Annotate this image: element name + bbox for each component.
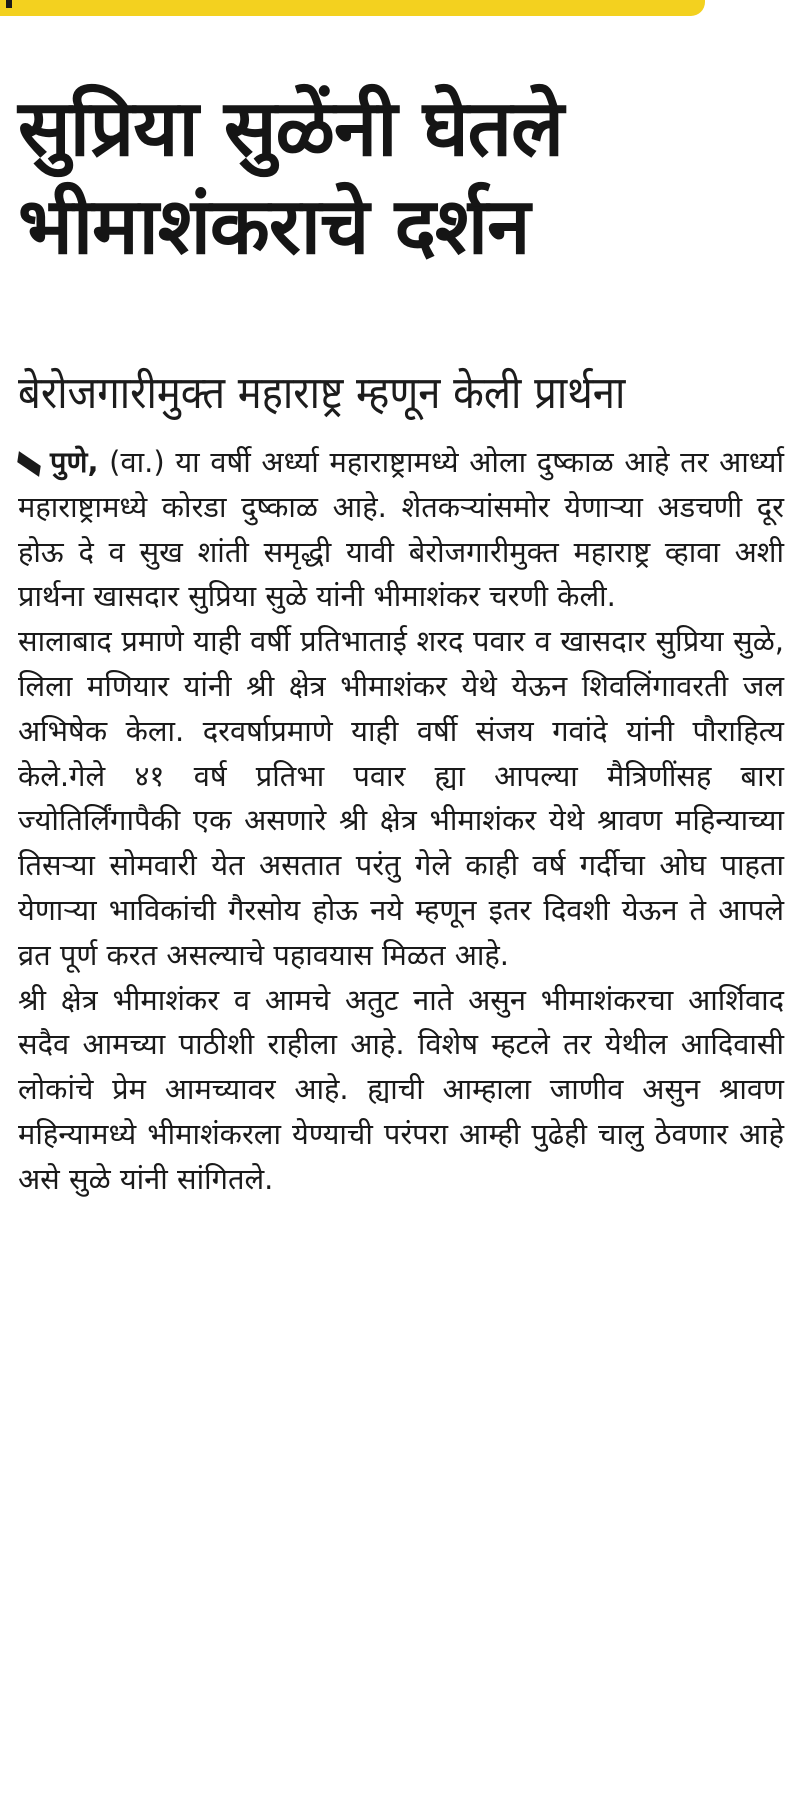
paragraph-3: श्री क्षेत्र भीमाशंकर व आमचे अतुट नाते असुन भीमाशंकरचा आर्शिवाद सदैव आमच्या पाठीशी राहीला आहे. विशेष म्हटले तर येथील आदिवासी लोकांचे प्रेम आमच्यावर आहे. ह्याची आम्हाला जाणीव असुन श्रावण महिन्यामध्ये भीमाशंकरला येण्याची परंपरा आम्ही पुढेही चालु ठेवणार आहे असे सुळे यांनी सांगितले. (18, 982, 784, 1196)
dateline-bullet-icon (17, 451, 40, 477)
article-body (18, 440, 784, 1202)
dateline: पुणे, (50, 445, 99, 479)
paragraph-1-text: या वर्षी अर्ध्या महाराष्ट्रामध्ये ओला दुष्काळ आहे तर आर्ध्या महाराष्ट्रामध्ये कोरडा दुष्काळ आहे. शेतकऱ्यांसमोर येणाऱ्या अडचणी दूर होऊ दे व सुख शांती समृद्धी यावी बेरोजगारीमुक्त महाराष्ट्र व्हावा अशी प्रार्थना खासदार सुप्रिया सुळे यांनी भीमाशंकर चरणी केली. (18, 445, 785, 614)
band-mark (6, 0, 12, 8)
subheadline: बेरोजगारीमुक्त महाराष्ट्र म्हणून केली प्रार्थना (18, 367, 626, 420)
paragraph-1 (18, 440, 784, 619)
headline-line-1: सुप्रिया सुळेंनी घेतले (18, 84, 564, 174)
headline-line-2: भीमाशंकराचे दर्शन (18, 182, 530, 272)
headline (18, 80, 788, 276)
yellow-header-band (0, 0, 705, 16)
news-source: (वा.) (109, 445, 165, 479)
paragraph-2: सालाबाद प्रमाणे याही वर्षी प्रतिभाताई शरद पवार व खासदार सुप्रिया सुळे, लिला मणियार यांनी श्री क्षेत्र भीमाशंकर येथे येऊन शिवलिंगावरती जल अभिषेक केला. दरवर्षाप्रमाणे याही वर्षी संजय गवांदे यांनी पौराहित्य केले.गेले ४१ वर्ष प्रतिभा पवार ह्या आपल्या मैत्रिणींसह बारा ज्योतिर्लिंगापैकी एक असणारे श्री क्षेत्र भीमाशंकर येथे श्रावण महिन्याच्या तिसऱ्या सोमवारी येत असतात परंतु गेले काही वर्ष गर्दीचा ओघ पाहता येणाऱ्या भाविकांची गैरसोय होऊ नये म्हणून इतर दिवशी येऊन ते आपले व्रत पूर्ण करत असल्याचे पहावयास मिळत आहे. (18, 624, 784, 972)
